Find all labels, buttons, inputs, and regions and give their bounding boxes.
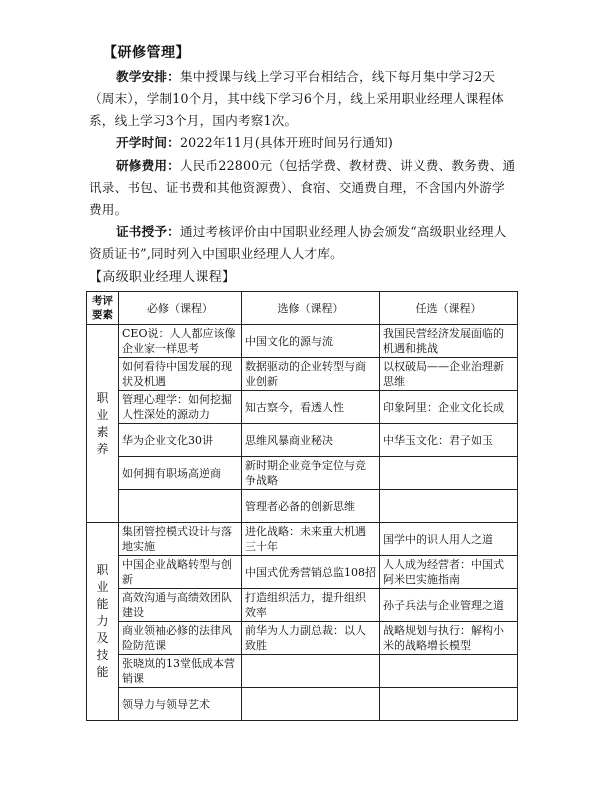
elective-course: 前华为人力副总裁：以人致胜 bbox=[242, 622, 380, 655]
elective-course: 中国文化的源与流 bbox=[242, 325, 380, 358]
elective-course: 知古察今，看透人性 bbox=[242, 391, 380, 424]
paragraph-lead: 证书授予： bbox=[116, 224, 180, 239]
optional-course: 战略规划与执行：解构小米的战略增长模型 bbox=[380, 622, 518, 655]
table-row bbox=[87, 391, 518, 424]
required-course: 张晓岚的13堂低成本营销课 bbox=[119, 655, 242, 688]
elective-course: 数据驱动的企业转型与商业创新 bbox=[242, 358, 380, 391]
required-course: 商业领袖必修的法律风险防范课 bbox=[119, 622, 242, 655]
required-course: 如何拥有职场高逆商 bbox=[119, 457, 242, 490]
optional-course bbox=[380, 688, 518, 721]
section-heading-training-management: 【研修管理】 bbox=[103, 45, 190, 61]
table-row bbox=[87, 556, 518, 589]
required-course: 华为企业文化30讲 bbox=[119, 424, 242, 457]
paragraph-lead: 研修费用： bbox=[116, 158, 180, 173]
required-course: 管理心理学：如何挖掘人性深处的源动力 bbox=[119, 391, 242, 424]
required-course bbox=[119, 490, 242, 523]
table-row bbox=[87, 358, 518, 391]
required-course: 如何看待中国发展的现状及机遇 bbox=[119, 358, 242, 391]
paragraph-text: 2022年11月(具体开班时间另行通知) bbox=[179, 135, 393, 150]
header-element: 考评要素 bbox=[87, 292, 119, 325]
optional-course: 中华玉文化：君子如玉 bbox=[380, 424, 518, 457]
table-row bbox=[87, 655, 518, 688]
optional-course: 孙子兵法与企业管理之道 bbox=[380, 589, 518, 622]
elective-course: 进化战略：未来重大机遇三十年 bbox=[242, 523, 380, 556]
table-row bbox=[87, 457, 518, 490]
paragraph-lead: 开学时间： bbox=[116, 135, 180, 150]
paragraph-teaching-arrangement bbox=[89, 66, 517, 132]
optional-course bbox=[380, 457, 518, 490]
table-row bbox=[87, 589, 518, 622]
section-title-courses: 【高级职业经理人课程】 bbox=[89, 270, 236, 285]
required-course: 集团管控模式设计与落地实施 bbox=[119, 523, 242, 556]
optional-course: 以权破局——企业治理新思维 bbox=[380, 358, 518, 391]
required-course: 领导力与领导艺术 bbox=[119, 688, 242, 721]
optional-course: 国学中的识人用人之道 bbox=[380, 523, 518, 556]
elective-course: 管理者必备的创新思维 bbox=[242, 490, 380, 523]
table-row bbox=[87, 622, 518, 655]
category-professional-ability: 职业能力及技能 bbox=[87, 523, 119, 721]
elective-course bbox=[242, 655, 380, 688]
paragraph-text: 通过考核评价由中国职业经理人协会颁发“高级职业经理人资质证书”,同时列入中国职业经理人人才库。 bbox=[89, 224, 507, 261]
category-professional-quality: 职业素养 bbox=[87, 325, 119, 523]
required-course: 中国企业战略转型与创新 bbox=[119, 556, 242, 589]
optional-course bbox=[380, 490, 518, 523]
optional-course: 我国民营经济发展面临的机遇和挑战 bbox=[380, 325, 518, 358]
elective-course: 思维风暴商业秘决 bbox=[242, 424, 380, 457]
paragraph-text: 人民币22800元（包括学费、教材费、讲义费、教务费、通讯录、书包、证书费和其他资源费）、食宿、交通费自理，不含国内外游学费用。 bbox=[89, 158, 516, 217]
optional-course: 印象阿里：企业文化长成 bbox=[380, 391, 518, 424]
table-row bbox=[87, 688, 518, 721]
course-table bbox=[86, 291, 518, 721]
table-row bbox=[87, 325, 518, 358]
paragraph-lead: 教学安排： bbox=[116, 69, 180, 84]
required-course: CEO说：人人都应该像企业家一样思考 bbox=[119, 325, 242, 358]
header-elective: 选修（课程） bbox=[242, 292, 380, 325]
optional-course bbox=[380, 655, 518, 688]
header-optional: 任选（课程） bbox=[380, 292, 518, 325]
table-row bbox=[87, 424, 518, 457]
elective-course: 新时期企业竞争定位与竞争战略 bbox=[242, 457, 380, 490]
optional-course: 人人成为经营者：中国式阿米巴实施指南 bbox=[380, 556, 518, 589]
paragraph-text: 集中授课与线上学习平台相结合，线下每月集中学习2天（周末），学制10个月，其中线下学习6个月，线上采用职业经理人课程体系，线上学习3个月，国内考察1次。 bbox=[89, 69, 504, 128]
elective-course: 打造组织活力，提升组织效率 bbox=[242, 589, 380, 622]
elective-course: 中国式优秀营销总监108招 bbox=[242, 556, 380, 589]
paragraph-start-time bbox=[89, 132, 517, 154]
header-required: 必修（课程） bbox=[119, 292, 242, 325]
elective-course bbox=[242, 688, 380, 721]
table-header-row bbox=[87, 292, 518, 325]
table-row bbox=[87, 523, 518, 556]
paragraph-training-fee bbox=[89, 155, 517, 221]
paragraph-certificate bbox=[89, 221, 517, 265]
required-course: 高效沟通与高绩效团队建设 bbox=[119, 589, 242, 622]
table-row bbox=[87, 490, 518, 523]
